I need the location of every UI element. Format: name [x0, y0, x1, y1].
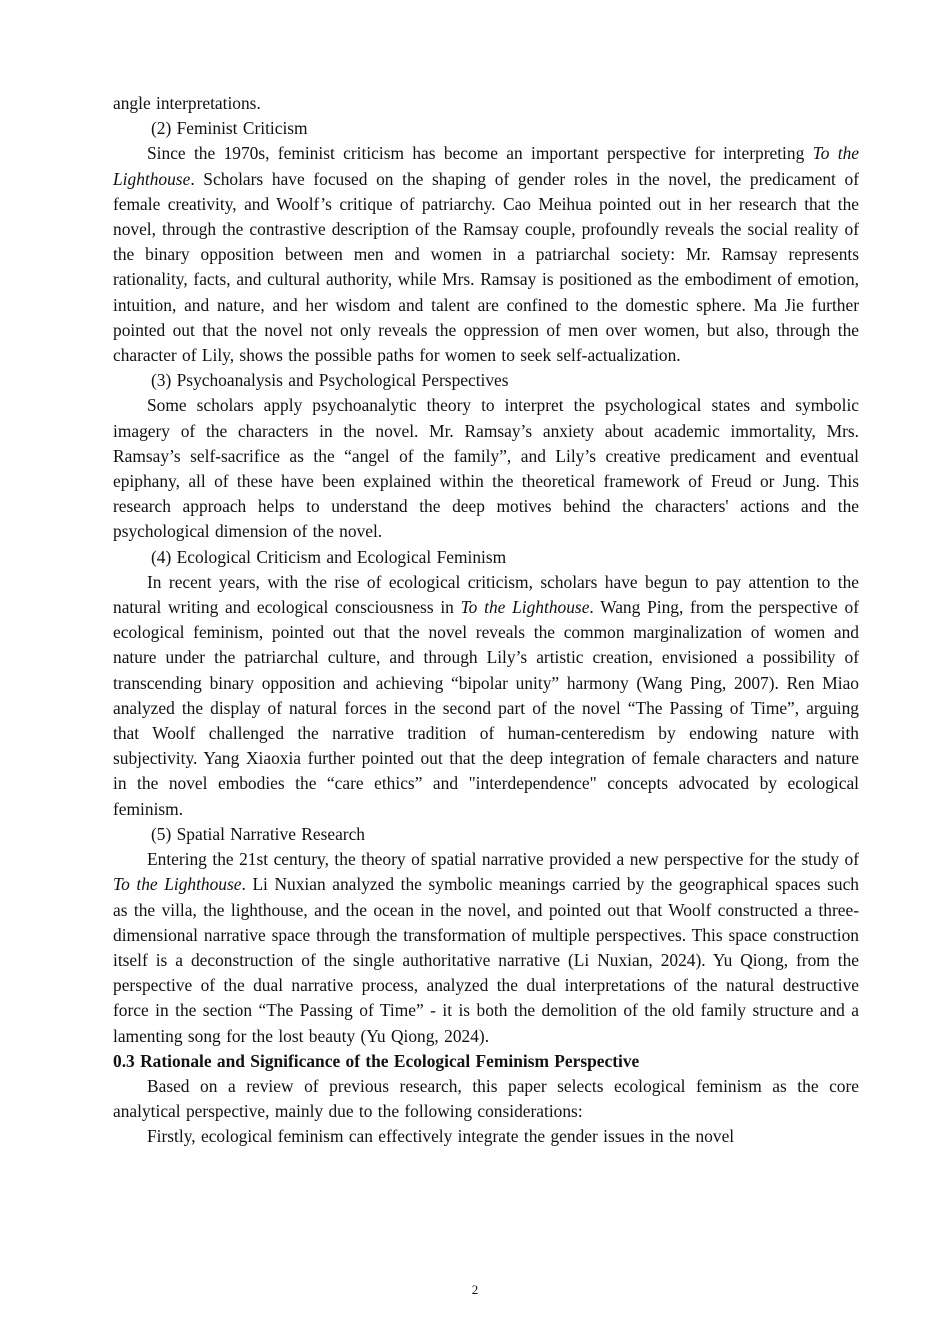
text-run: Entering the 21st century, the theory of spatial narrative provided a new perspective for the study of	[147, 849, 859, 870]
book-title: To the Lighthouse	[460, 597, 590, 618]
paragraph-firstly: Firstly, ecological feminism can effectively integrate the gender issues in the novel	[147, 1126, 735, 1147]
paragraph-feminist-criticism	[113, 141, 859, 368]
paragraph-psychoanalysis: Some scholars apply psychoanalytic theory to interpret the psychological states and symbolic imagery of the characters in the novel. Mr. Ramsay’s anxiety about academic immortality, Mrs. Ramsay’s self-sacrifice as the “angel of the family”, and Lily’s creative predicament and eventual epiphany, all of these have been explained within the theoretical framework of Freud or Jung. This research approach helps to understand the deep motives behind the characters' actions and the psychological dimension of the novel.	[113, 395, 859, 542]
paragraph-ecological-criticism	[113, 570, 859, 822]
subheading-ecological-criticism: (4) Ecological Criticism and Ecological Feminism	[151, 546, 507, 567]
subheading-feminist-criticism: (2) Feminist Criticism	[151, 118, 308, 139]
page-number: 2	[471, 1282, 479, 1297]
text-run: . Li Nuxian analyzed the symbolic meanings carried by the geographical spaces such as the villa, the lighthouse, and the ocean in the novel, and pointed out that Woolf constructed a three-dimensional narrative space through the transformation of multiple perspectives. This space construction itself is a deconstruction of the single authoritative narrative (Li Nuxian, 2024). Yu Qiong, from the perspective of the dual narrative process, analyzed the dual interpretations of the natural destructive force in the section “The Passing of Time” - it is both the demolition of the old family structure and a lamenting song for the lost beauty (Yu Qiong, 2024).	[113, 874, 859, 1046]
text-run: In recent years, with the rise of ecological criticism, scholars have begun to pay attention to the natural writing and ecological consciousness in	[113, 571, 859, 618]
subheading-psychoanalysis: (3) Psychoanalysis and Psychological Perspectives	[151, 370, 509, 391]
text-run: . Wang Ping, from the perspective of ecological feminism, pointed out that the novel reveals the common marginalization of women and nature under the patriarchal culture, and through Lily’s artistic creation, envisioned a possibility of transcending binary opposition and achieving “bipolar unity” harmony (Wang Ping, 2007). Ren Miao analyzed the display of natural forces in the second part of the novel “The Passing of Time”, arguing that Woolf challenged the narrative tradition of human-centeredism by endowing nature with subjectivity. Yang Xiaoxia further pointed out that the deep integration of female characters and nature in the novel embodies the “care ethics” and "interdependence" concepts advocated by ecological feminism.	[113, 597, 860, 819]
book-title: To the Lighthouse	[113, 143, 859, 189]
book-title: To the Lighthouse	[113, 874, 242, 895]
text-run: . Scholars have focused on the shaping of gender roles in the novel, the predicament of female creativity, and Woolf’s critique of patriarchy. Cao Meihua pointed out in her research that the novel, through the contrastive description of the Ramsay couple, profoundly reveals the social reality of the binary opposition between men and women in a patriarchal society: Mr. Ramsay represents rationality, facts, and cultural authority, while Mrs. Ramsay is positioned as the embodiment of emotion, intuition, and nature, and her wisdom and talent are confined to the domestic sphere. Ma Jie further pointed out that the novel not only reveals the oppression of men over women, but also, through the character of Lily, shows the possible paths for women to seek self-actualization.	[113, 168, 859, 366]
section-heading: 0.3 Rationale and Significance of the Ecological Feminism Perspective	[113, 1050, 640, 1071]
page-body	[113, 91, 859, 1150]
paragraph-rationale: Based on a review of previous research, this paper selects ecological feminism as the core analytical perspective, mainly due to the following considerations:	[113, 1075, 859, 1122]
subheading-spatial-narrative: (5) Spatial Narrative Research	[151, 823, 366, 844]
text-run: Since the 1970s, feminist criticism has become an important perspective for interpreting	[147, 143, 813, 164]
paragraph-spatial-narrative	[113, 847, 859, 1049]
paragraph-continuation: angle interpretations.	[113, 93, 261, 113]
